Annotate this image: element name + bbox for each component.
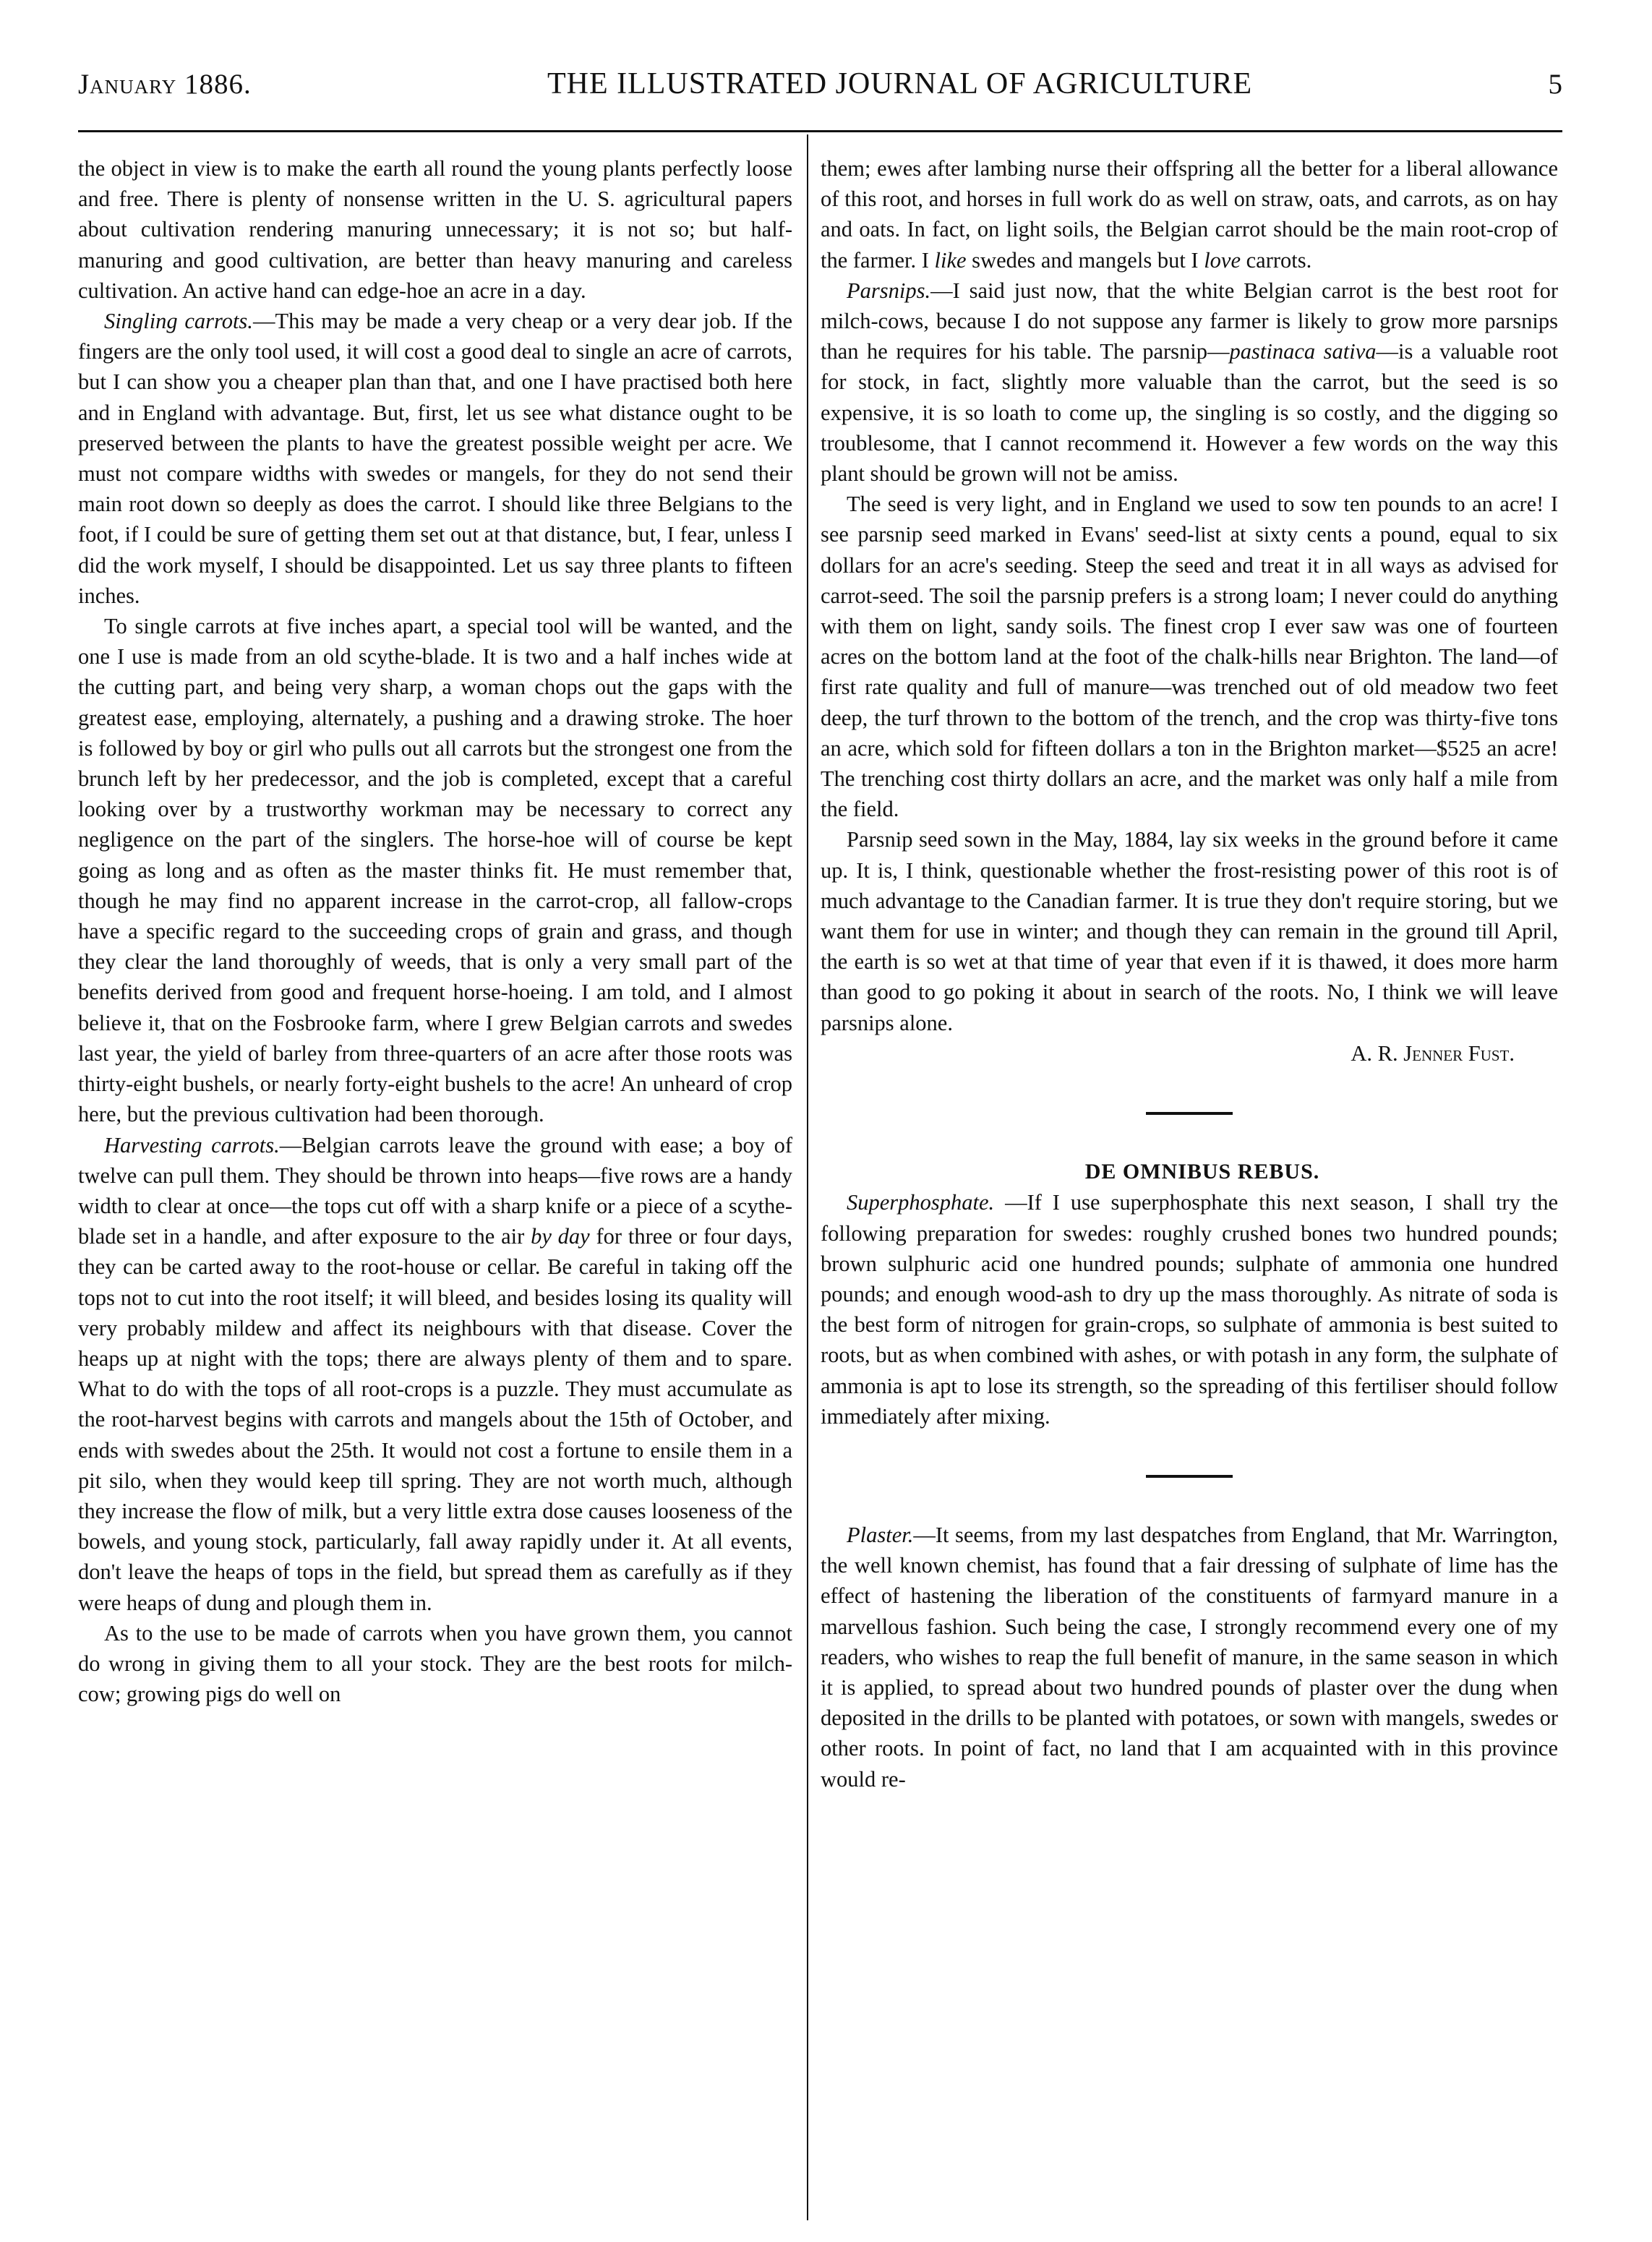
paragraph: Parsnip seed sown in the May, 1884, lay six weeks in the ground before it came up. It is, I think, questionable whether the frost-resisting power of this root is of much advantage to the Canadian farmer. It is true they don't require storing, but we want them for use in winter; and though they can remain in the ground till April, the earth is so wet at that time of year that even if it is thawed, it does more harm than good to go poking it about in search of the roots. No, I think we will leave parsnips alone. — [821, 827, 1558, 1035]
section-rule — [1146, 1112, 1233, 1115]
page-number: 5 — [1548, 69, 1562, 100]
paragraph-superphosphate: Superphosphate. —If I use superphosphate this next season, I shall try the following preparation for swedes: roughly crushed bones two hundred pounds; brown sulphuric acid one hundred pounds; sulphate of ammonia one hundred pounds; and enough wood-ash to dry up the mass thoroughly. As nitrate of soda is the best form of nitrogen for grain-crops, so sulphate of ammonia is best suited to roots, but as when combined with ashes, or with potash in any form, the sulphate of ammonia is apt to lose its strength, so the spreading of this fertiliser should follow immediately after mixing. — [821, 1190, 1558, 1429]
paragraph: As to the use to be made of carrots when you have grown them, you cannot do wrong in giving them to all your stock. They are the best roots for milch-cow; growing pigs do well on — [78, 1620, 792, 1707]
author-signature: A. R. Jenner Fust. — [1351, 1040, 1515, 1066]
left-column — [78, 153, 792, 1709]
paragraph-harvesting-carrots: Harvesting carrots.—Belgian carrots leave the ground with ease; a boy of twelve can pull them. They should be thrown into heaps—five rows are a handy width to clear at once—the tops cut off with a sharp knife or a piece of a scythe-blade set in a handle, and after exposure to the air by day for three or four days, they can be carted away to the root-house or cellar. Be careful in taking off the tops not to cut into the root itself; it will bleed, and besides losing its quality will very probably mildew and affect its neighbours with that disease. Cover the heaps up at night with the tops; there are always plenty of them and to spare. What to do with the tops of all root-crops is a puzzle. They must accumulate as the root-harvest begins with carrots and mangels about the 15th of October, and ends with swedes about the 25th. It would not cost a fortune to ensile them in a pit silo, when they would keep till spring. They are not worth much, although they increase the flow of milk, but a very little extra dose causes looseness of the bowels, and young stock, particularly, fall away rapidly under it. At all events, don't leave the heaps of tops in the field, but spread them as carefully as if they were heaps of dung and plough them in. — [78, 1132, 792, 1615]
section-rule — [1146, 1475, 1233, 1478]
paragraph: The seed is very light, and in England we used to sow ten pounds to an acre! I see parsnip seed marked in Evans' seed-list at sixty cents a pound, equal to six dollars for an acre's seeding. Steep the seed and treat it in all ways as advised for carrot-seed. The soil the parsnip prefers is a strong loam; I never could do anything with them on light, sandy soils. The finest crop I ever saw was one of fourteen acres on the bottom land at the foot of the chalk-hills near Brighton. The land—of first rate quality and full of manure—was trenched out of old meadow two feet deep, the turf thrown to the bottom of the trench, and the crop was thirty-five tons an acre, which sold for fifteen dollars a ton in the Brighton market—$525 an acre! The trenching cost thirty dollars an acre, and the market was only half a mile from the field. — [821, 492, 1558, 822]
paragraph-singling-carrots: Singling carrots.—This may be made a very cheap or a very dear job. If the fingers are the only tool used, it will cost a good deal to single an acre of carrots, but I can show you a cheaper plan than that, and one I have practised both here and in England with advantage. But, first, let us see what distance ought to be preserved between the plants to have the greatest possible weight per acre. We must not compare widths with swedes or mangels, for they do not send their main root down so deeply as does the carrot. I should like three Belgians to the foot, if I could be sure of getting them set out at that distance, but, I fear, unless I did the work myself, I should be disappointed. Let us say three plants to fifteen inches. — [78, 309, 792, 608]
header-rule — [78, 130, 1562, 132]
paragraph-lead: Superphosphate. — [847, 1190, 995, 1215]
paragraph: the object in view is to make the earth all round the young plants perfectly loose and free. There is plenty of nonsense written in the U. S. agricultural papers about cultivation rendering manuring unnecessary; it is not so; but half-manuring and good cultivation, are better than heavy manuring and careless cultivation. An active hand can edge-hoe an acre in a day. — [78, 156, 792, 303]
section-title: DE OMNIBUS REBUS. — [1084, 1160, 1320, 1184]
paragraph-lead: Singling carrots. — [104, 309, 253, 334]
journal-title: THE ILLUSTRATED JOURNAL OF AGRICULTURE — [547, 67, 1253, 100]
paragraph: To single carrots at five inches apart, a special tool will be wanted, and the one I use is made from an old scythe-blade. It is two and a half inches wide at the cutting part, and being very sharp, a woman chops out the gaps with the greatest ease, employing, alternately, a pushing and a drawing stroke. The hoer is followed by boy or girl who pulls out all carrots but the strongest one from the brunch left by her predecessor, and the job is completed, except that a careful looking over by a trustworthy workman may be necessary to correct any negligence on the part of the singlers. The horse-hoe will of course be kept going as long and as often as the master thinks fit. He must remember that, though he may find no apparent increase in the carrot-crop, all fallow-crops have a specific regard to the succeeding crops of grain and grass, and though they clear the land thoroughly of weeds, that is only a very small part of the benefits derived from good and frequent horse-hoeing. I am told, and I almost believe it, that on the Fosbrooke farm, where I grew Belgian carrots and swedes last year, the yield of barley from three-quarters of an acre after those roots was thirty-eight bushels, or nearly forty-eight bushels to the acre! An unheard of crop here, but the previous cultivation had been thorough. — [78, 614, 792, 1127]
paragraph-parsnips: Parsnips.—I said just now, that the white Belgian carrot is the best root for milch-cows, because I do not suppose any farmer is likely to grow more parsnips than he requires for his table. The parsnip—pastinaca sativa—is a valuable root for stock, in fact, slightly more valuable than the carrot, but the seed is so expensive, it is so loath to come up, the singling is so costly, and the digging so troublesome, that I cannot recommend it. However a few words on the way this plant should be grown will not be amiss. — [821, 278, 1558, 487]
paragraph-lead: Plaster. — [847, 1522, 914, 1547]
right-column — [821, 153, 1558, 1794]
paragraph: them; ewes after lambing nurse their offspring all the better for a liberal allowance of this root, and horses in full work do as well on straw, oats, and carrots, as on hay and oats. In fact, on light soils, the Belgian carrot should be the main root-crop of the farmer. I like swedes and mangels but I love carrots. — [821, 156, 1558, 273]
paragraph-plaster: Plaster.—It seems, from my last despatches from England, that Mr. Warrington, the well known chemist, has found that a fair dressing of sulphate of lime has the effect of hastening the liberation of the constituents of farmyard manure in a marvellous fashion. Such being the case, I strongly recommend every one of my readers, who wishes to reap the full benefit of manure, in the same season in which it is applied, to spread about two hundred pounds of plaster over the dung when deposited in the drills to be planted with potatoes, or sown with mangels, swedes or other roots. In point of fact, no land that I am acquainted with in this province would re- — [821, 1522, 1558, 1792]
paragraph-lead: Harvesting carrots. — [104, 1132, 280, 1158]
page-header — [78, 67, 1562, 107]
paragraph-lead: Parsnips. — [847, 278, 931, 303]
issue-date: January 1886. — [78, 69, 252, 100]
column-divider — [807, 134, 808, 2220]
